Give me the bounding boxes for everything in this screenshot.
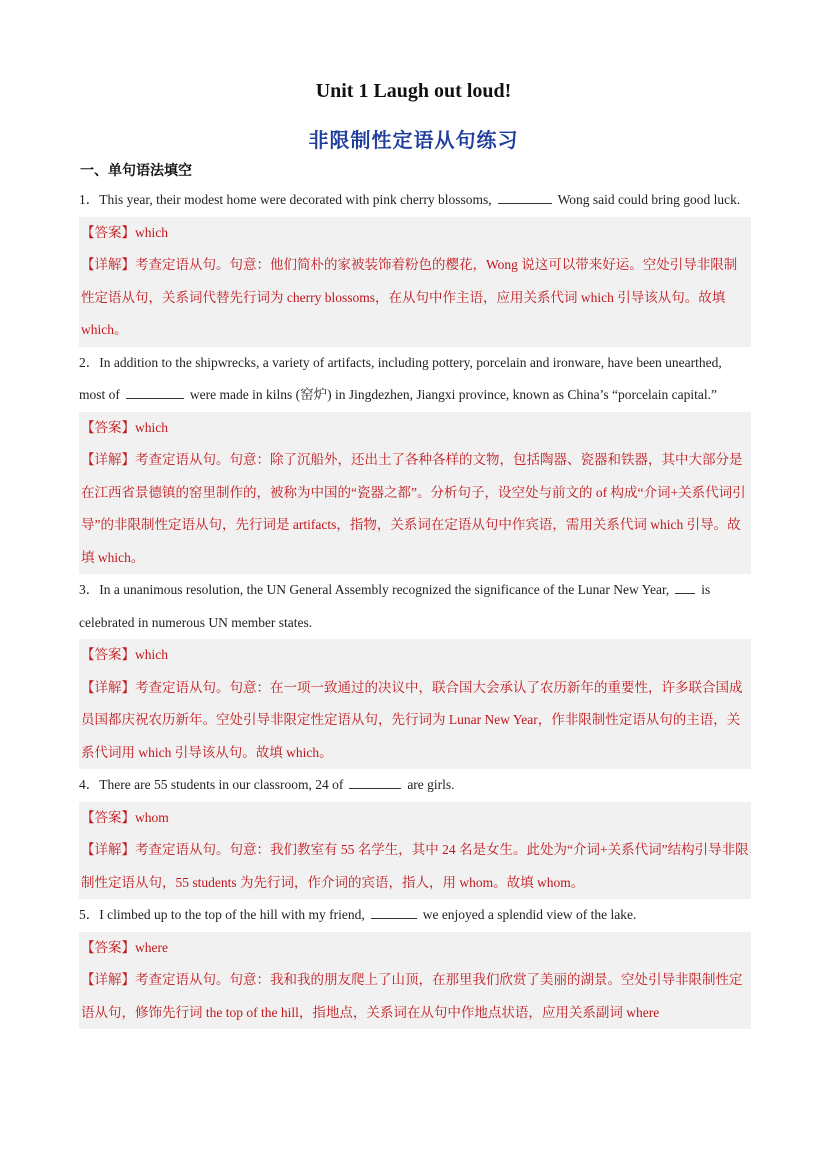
explanation-text: 考查定语从句。句意：我和我的朋友爬上了山顶，在那里我们欣赏了美丽的湖景。空处引导非限制性定语从句，修饰先行词 the top of the hill，指地点，关系词在从句中作地点状语，应用关系副词 where bbox=[81, 972, 743, 1020]
answer-box bbox=[79, 932, 751, 1030]
question-before: There are 55 students in our classroom, 24 of bbox=[99, 777, 344, 792]
question-text bbox=[79, 574, 751, 639]
answer-label: 【答案】 bbox=[81, 224, 135, 241]
answer-value: which bbox=[135, 419, 168, 435]
question-after: were made in kilns (窑炉) in Jingdezhen, Jiangxi province, known as China’s “porcelain capital.” bbox=[189, 387, 717, 402]
answer-box bbox=[79, 639, 751, 769]
section-heading: 一、单句语法填空 bbox=[80, 163, 192, 179]
answer-blank bbox=[675, 579, 695, 594]
question-number: 3． bbox=[79, 582, 100, 597]
detail-label: 【详解】 bbox=[81, 257, 135, 273]
explanation-line bbox=[81, 672, 749, 770]
detail-label: 【详解】 bbox=[81, 842, 135, 858]
question-after: Wong said could bring good luck. bbox=[557, 192, 741, 207]
explanation-line bbox=[81, 964, 749, 1029]
question-before: I climbed up to the top of the hill with my friend, bbox=[99, 907, 365, 922]
question-text bbox=[79, 769, 751, 802]
question-item bbox=[79, 899, 751, 1029]
answer-label: 【答案】 bbox=[81, 419, 135, 436]
detail-label: 【详解】 bbox=[81, 679, 135, 696]
answer-line bbox=[81, 217, 749, 250]
answer-value: whom bbox=[135, 809, 169, 825]
explanation-text: 考查定语从句。句意：他们简朴的家被装饰着粉色的樱花，Wong 说这可以带来好运。空处引导非限制性定语从句，关系词代替先行词为 cherry blossoms，在从句中作主语，应用关系代词 which 引导该从句。故填 which。 bbox=[81, 257, 738, 337]
question-number: 4． bbox=[79, 777, 100, 792]
answer-label: 【答案】 bbox=[81, 647, 135, 663]
question-item bbox=[79, 347, 751, 575]
answer-box bbox=[79, 802, 751, 900]
question-list bbox=[79, 184, 751, 1029]
explanation-line bbox=[81, 444, 749, 574]
answer-value: which bbox=[135, 647, 168, 662]
answer-line bbox=[81, 412, 749, 445]
answer-blank bbox=[349, 774, 401, 789]
explanation-line bbox=[81, 834, 749, 899]
answer-blank bbox=[126, 384, 184, 399]
question-before: In a unanimous resolution, the UN General Assembly recognized the significance of the Lunar New Year, bbox=[99, 582, 670, 597]
answer-value: where bbox=[135, 939, 168, 955]
question-text bbox=[79, 347, 751, 412]
question-text bbox=[79, 184, 751, 217]
answer-label: 【答案】 bbox=[81, 939, 135, 956]
question-text bbox=[79, 899, 751, 932]
answer-label: 【答案】 bbox=[81, 809, 135, 826]
question-number: 5． bbox=[79, 907, 100, 922]
question-item bbox=[79, 574, 751, 769]
answer-line bbox=[81, 802, 749, 835]
answer-line bbox=[81, 639, 749, 672]
explanation-text: 考查定语从句。句意：在一项一致通过的决议中，联合国大会承认了农历新年的重要性，许多联合国成员国都庆祝农历新年。空处引导非限定性定语从句，先行词为 Lunar New Year，作非限制性定语从句的主语，关系代词用 which 引导该从句。故填 which。 bbox=[81, 679, 743, 760]
answer-blank bbox=[371, 904, 417, 919]
question-after: are girls. bbox=[407, 777, 455, 792]
question-item bbox=[79, 769, 751, 899]
question-after: is celebrated in numerous UN member states. bbox=[79, 582, 711, 630]
question-after: we enjoyed a splendid view of the lake. bbox=[422, 907, 637, 922]
explanation-text: 考查定语从句。句意：除了沉船外，还出土了各种各样的文物，包括陶器、瓷器和铁器，其中大部分是在江西省景德镇的窑里制作的，被称为中国的“瓷器之都”。分析句子，设空处与前文的 of 构成“介词+关系代词引导”的非限制性定语从句，先行词是 artifacts，指物，关系词在定语从句中作宾语，需用关系代词 which 引导。故填 which。 bbox=[81, 452, 746, 565]
explanation-line bbox=[81, 249, 749, 347]
question-before: In addition to the shipwrecks, a variety of artifacts, including pottery, porcelain and ironware, have been unearthed, most of bbox=[79, 354, 722, 402]
explanation-text: 考查定语从句。句意：我们教室有 55 名学生，其中 24 名是女生。此处为“介词+关系代词”结构引导非限制性定语从句，55 students 为先行词，作介词的宾语，指人，用 whom。故填 whom。 bbox=[81, 842, 749, 890]
page-title: Unit 1 Laugh out loud! bbox=[315, 80, 512, 102]
question-before: This year, their modest home were decorated with pink cherry blossoms, bbox=[99, 192, 492, 207]
answer-blank bbox=[498, 189, 552, 204]
answer-line bbox=[81, 932, 749, 965]
answer-value: which bbox=[135, 224, 168, 240]
detail-label: 【详解】 bbox=[81, 452, 135, 468]
answer-box bbox=[79, 217, 751, 347]
question-number: 1． bbox=[79, 192, 100, 207]
page-subtitle: 非限制性定语从句练习 bbox=[308, 128, 519, 152]
detail-label: 【详解】 bbox=[81, 972, 135, 988]
answer-box bbox=[79, 412, 751, 575]
question-number: 2． bbox=[79, 354, 100, 370]
question-item bbox=[79, 184, 751, 347]
